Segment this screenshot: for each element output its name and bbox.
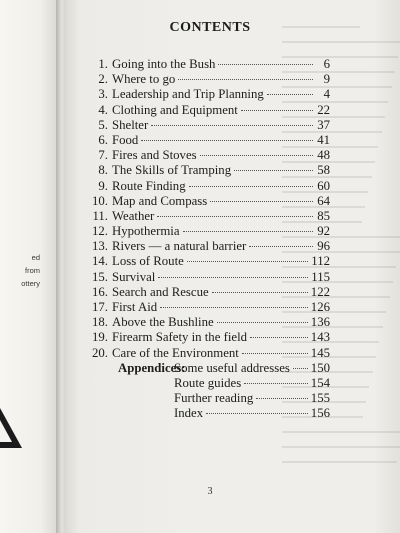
toc-entry-page: 96 (317, 239, 330, 254)
appendix-dot-leader (206, 413, 308, 414)
toc-entry-title: Search and Rescue (112, 284, 209, 299)
toc-entry-page: 112 (311, 254, 330, 269)
toc-entry-number: 12. (92, 224, 108, 239)
toc-entry-page: 48 (317, 148, 330, 163)
left-facing-page (0, 0, 58, 533)
toc-dot-leader (200, 155, 313, 156)
toc-entry (88, 330, 330, 345)
toc-dot-leader (157, 216, 313, 217)
toc-dot-leader (158, 277, 308, 278)
toc-dot-leader (249, 246, 313, 247)
appendix-entry-page: 154 (310, 376, 330, 390)
toc-entry-number: 19. (92, 330, 108, 345)
toc-entry-number: 9. (98, 178, 108, 193)
toc-entry (88, 315, 330, 330)
toc-entry-number: 1. (98, 57, 108, 71)
toc-entry (88, 270, 330, 285)
toc-entry-number: 10. (92, 193, 108, 208)
toc-dot-leader (141, 140, 313, 141)
toc-entry-page: 60 (317, 178, 330, 193)
toc-entry (88, 163, 330, 178)
toc-entry-title: Above the Bushline (112, 315, 214, 330)
toc-entry-number: 8. (98, 163, 108, 178)
toc-entry-page: 143 (310, 330, 330, 345)
toc-dot-leader (217, 322, 308, 323)
toc-entry (88, 300, 330, 315)
toc-entry-title: Food (112, 132, 139, 147)
toc-entry-number: 4. (98, 102, 108, 117)
appendix-entry-page: 155 (310, 391, 330, 405)
toc-entry (88, 87, 330, 102)
left-fragment-line: from (25, 266, 40, 275)
left-fragment-line: ed (31, 253, 40, 262)
toc-entry-page: 37 (317, 117, 330, 132)
toc-entry-number: 5. (98, 117, 108, 132)
toc-entry-title: Care of the Environment (112, 345, 239, 360)
toc-entry (88, 209, 330, 224)
toc-entry-page: 58 (317, 163, 330, 178)
appendix-entry (118, 391, 330, 406)
toc-entry (88, 224, 330, 239)
toc-entry-title: The Skills of Tramping (112, 163, 232, 178)
toc-dot-leader (210, 201, 313, 202)
appendices-list (118, 361, 330, 421)
toc-entry-page: 145 (310, 345, 330, 360)
toc-entry-title: Fires and Stoves (112, 148, 197, 163)
toc-entry-title: Where to go (112, 72, 176, 87)
left-fragment-line: ottery (21, 279, 40, 288)
show-through-line (282, 446, 400, 448)
toc-entry-number: 20. (92, 345, 108, 360)
toc-dot-leader (212, 292, 308, 293)
toc-entry-title: First Aid (112, 300, 158, 314)
toc-entry-title: Weather (112, 208, 155, 223)
toc-entry-page: 92 (317, 224, 330, 239)
appendix-entry (118, 406, 330, 421)
toc-entry-title: Leadership and Trip Planning (112, 87, 264, 102)
toc-entry (88, 57, 330, 72)
toc-entry-page: 22 (317, 102, 330, 117)
appendix-entry (118, 361, 330, 376)
page-title: CONTENTS (169, 20, 251, 35)
toc-entry-number: 6. (98, 132, 108, 147)
toc-entry-title: Shelter (112, 117, 149, 132)
toc-entry (88, 179, 330, 194)
toc-dot-leader (187, 261, 308, 262)
toc-entry-title: Map and Compass (112, 193, 208, 208)
appendix-entry-title: Index (174, 406, 204, 420)
toc-entry-page: 136 (310, 315, 330, 330)
show-through-line (282, 41, 400, 43)
toc-dot-leader (250, 337, 308, 338)
toc-entry-number: 3. (98, 87, 108, 102)
show-through-line (282, 461, 397, 463)
toc-dot-leader (234, 170, 313, 171)
toc-entry-title: Going into the Bush (112, 57, 216, 71)
toc-entry (88, 239, 330, 254)
appendix-dot-leader (256, 398, 308, 399)
appendix-entry-title: Further reading (174, 391, 254, 405)
toc-entry-number: 16. (92, 284, 108, 299)
table-of-contents (88, 57, 330, 361)
toc-dot-leader (267, 94, 313, 95)
toc-entry (88, 148, 330, 163)
contents-page (66, 0, 400, 533)
toc-entry-page: 126 (310, 300, 330, 314)
toc-entry-number: 7. (98, 148, 108, 163)
left-page-text-fragment (0, 251, 40, 290)
toc-entry-page: 85 (317, 208, 330, 223)
toc-dot-leader (183, 231, 313, 232)
appendix-entry-page: 150 (310, 361, 330, 375)
toc-entry (88, 254, 330, 269)
show-through-line (282, 431, 400, 433)
toc-entry-title: Firearm Safety in the field (112, 330, 248, 345)
toc-entry-page: 64 (317, 193, 330, 208)
toc-entry-number: 2. (98, 72, 108, 87)
toc-entry (88, 103, 330, 118)
toc-dot-leader (189, 186, 313, 187)
page-number: 3 (207, 486, 213, 497)
toc-entry (88, 118, 330, 133)
toc-entry-number: 15. (92, 269, 108, 284)
appendix-entry-page: 156 (310, 406, 330, 420)
appendix-entry-title: Route guides (174, 376, 242, 390)
toc-entry (88, 133, 330, 148)
toc-entry-title: Loss of Route (112, 254, 184, 269)
appendix-dot-leader (293, 368, 308, 369)
toc-entry-number: 17. (92, 300, 108, 314)
toc-entry-page: 115 (311, 269, 330, 284)
appendix-dot-leader (244, 383, 308, 384)
toc-entry-number: 11. (92, 208, 108, 223)
toc-entry-title: Route Finding (112, 178, 186, 193)
toc-dot-leader (160, 307, 308, 308)
left-page-triangle-graphic (0, 408, 30, 448)
appendix-entry (118, 376, 330, 391)
toc-dot-leader (178, 79, 313, 80)
toc-entry-title: Rivers — a natural barrier (112, 239, 247, 254)
toc-dot-leader (218, 64, 313, 65)
toc-entry (88, 72, 330, 87)
toc-entry-title: Survival (112, 269, 156, 284)
toc-entry-page: 6 (323, 57, 330, 71)
toc-entry (88, 346, 330, 361)
toc-entry (88, 194, 330, 209)
toc-entry-title: Hypothermia (112, 224, 180, 239)
toc-entry-title: Clothing and Equipment (112, 102, 238, 117)
toc-dot-leader (242, 353, 308, 354)
toc-entry-page: 122 (310, 284, 330, 299)
toc-entry-page: 9 (323, 72, 330, 87)
toc-entry-number: 13. (92, 239, 108, 254)
toc-dot-leader (241, 110, 313, 111)
toc-dot-leader (151, 125, 313, 126)
appendix-entry-title: Some useful addresses (174, 361, 290, 375)
toc-entry-page: 4 (323, 87, 330, 102)
appendices-heading: Appendices: (118, 361, 186, 375)
toc-entry (88, 285, 330, 300)
toc-entry-number: 14. (92, 254, 108, 269)
toc-entry-number: 18. (92, 315, 108, 330)
toc-entry-page: 41 (317, 132, 330, 147)
